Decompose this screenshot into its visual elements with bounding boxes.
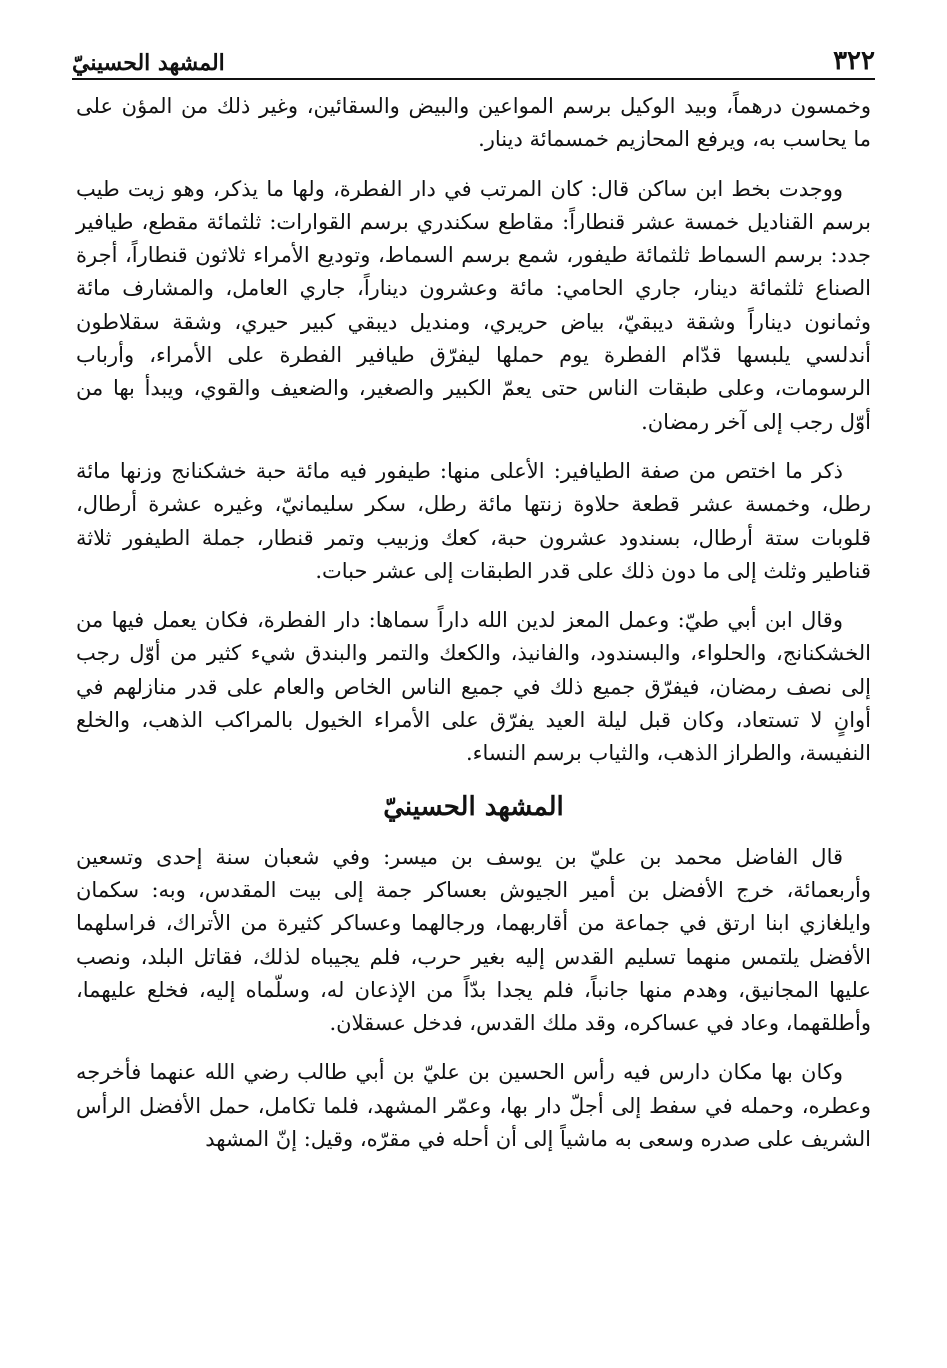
page-number: ٣٢٢ xyxy=(833,46,875,76)
section-heading: المشهد الحسينيّ xyxy=(383,791,564,822)
page-header xyxy=(72,38,875,80)
paragraph: ذكر ما اختص من صفة الطيافير: الأعلى منها: طيفور فيه مائة حبة خشكنانج وزنها مائة رطل، وخمسة عشر قطعة حلاوة زنتها مائة رطل، سكر سليمانيّ، وغيره عشرة أرطال، قلوبات ستة أرطال، بسندود عشرون حبة، كعك وزبيب وتمر قنطار، جملة الطيفور ثلاثة قناطير وثلث إلى ما دون ذلك على قدر الطبقات إلى عشر حبات. xyxy=(76,458,871,583)
running-title: المشهد الحسينيّ xyxy=(72,50,225,76)
paragraph: قال الفاضل محمد بن عليّ بن يوسف بن ميسر: وفي شعبان سنة إحدى وتسعين وأربعمائة، خرج الأفضل بن أمير الجيوش بعساكر جمة إلى بيت المقدس، وبه: سكمان وايلغازي ابنا ارتق في جماعة من أقاربهما، ورجالهما وعساكر كثيرة من الأتراك، فراسلهما الأفضل يلتمس منهما تسليم القدس إليه بغير حرب، فلم يجيباه لذلك، فقاتل البلد، ونصب عليها المجانيق، وهدم منها جانباً، فلم يجدا بدّاً من الإذعان له، وسلّماه إليه، فخلع عليهما، وأطلقهما، وعاد في عساكره، وقد ملك القدس، فدخل عسقلان. xyxy=(76,844,871,1036)
paragraph: ووجدت بخط ابن ساكن قال: كان المرتب في دار الفطرة، ولها ما يذكر، وهو زيت طيب برسم القناديل خمسة عشر قنطاراً: مقاطع سكندري برسم القوارات: ثلثمائة مقطع، طيافير جدد: برسم السماط ثلثمائة طيفور، شمع برسم السماط، وتوديع الأمراء ثلاثون قنطاراً، أجرة الصناع ثلثمائة دينار، جاري الحامي: مائة وعشرون ديناراً، جاري العامل، والمشارف مائة وثمانون ديناراً وشقة ديبقيّ، بياض حريري، ومنديل ديبقي كبير حيري، وشقة سقلاطون أندلسي يلبسها قدّام الفطرة يوم حملها ليفرّق طيافير الفطرة على الأمراء، وأرباب الرسومات، وعلى طبقات الناس حتى يعمّ الكبير والصغير، والضعيف والقوي، ويبدأ بها من أوّل رجب إلى آخر رمضان. xyxy=(76,176,871,434)
page-body xyxy=(76,90,871,1172)
paragraph: وخمسون درهماً، وبيد الوكيل برسم المواعين والبيض والسقائين، وغير ذلك من المؤن على ما يحاسب به، ويرفع المحازيم خمسمائة دينار. xyxy=(76,94,871,152)
paragraph: وقال ابن أبي طيّ: وعمل المعز لدين الله داراً سماها: دار الفطرة، فكان يعمل فيها من الخشكنانج، والحلواء، والبسندود، والفانيذ، والكعك والتمر والبندق شيء كثير من أوّل رجب إلى نصف رمضان، فيفرّق جميع ذلك في جميع الناس الخاص والعام على قدر منازلهم في أوانٍ لا تستعاد، وكان قبل ليلة العيد يفرّق على الأمراء الخيول بالمراكب الذهب، والخلع النفيسة، والطراز الذهب، والثياب برسم النساء. xyxy=(76,608,871,766)
paragraph: وكان بها مكان دارس فيه رأس الحسين بن عليّ بن أبي طالب رضي الله عنهما فأخرجه وعطره، وحمله في سفط إلى أجلّ دار بها، وعمّر المشهد، فلما تكامل، حمل الأفضل الرأس الشريف على صدره وسعى به ماشياً إلى أن أحله في مقرّه، وقيل: إنّ المشهد xyxy=(76,1060,871,1152)
